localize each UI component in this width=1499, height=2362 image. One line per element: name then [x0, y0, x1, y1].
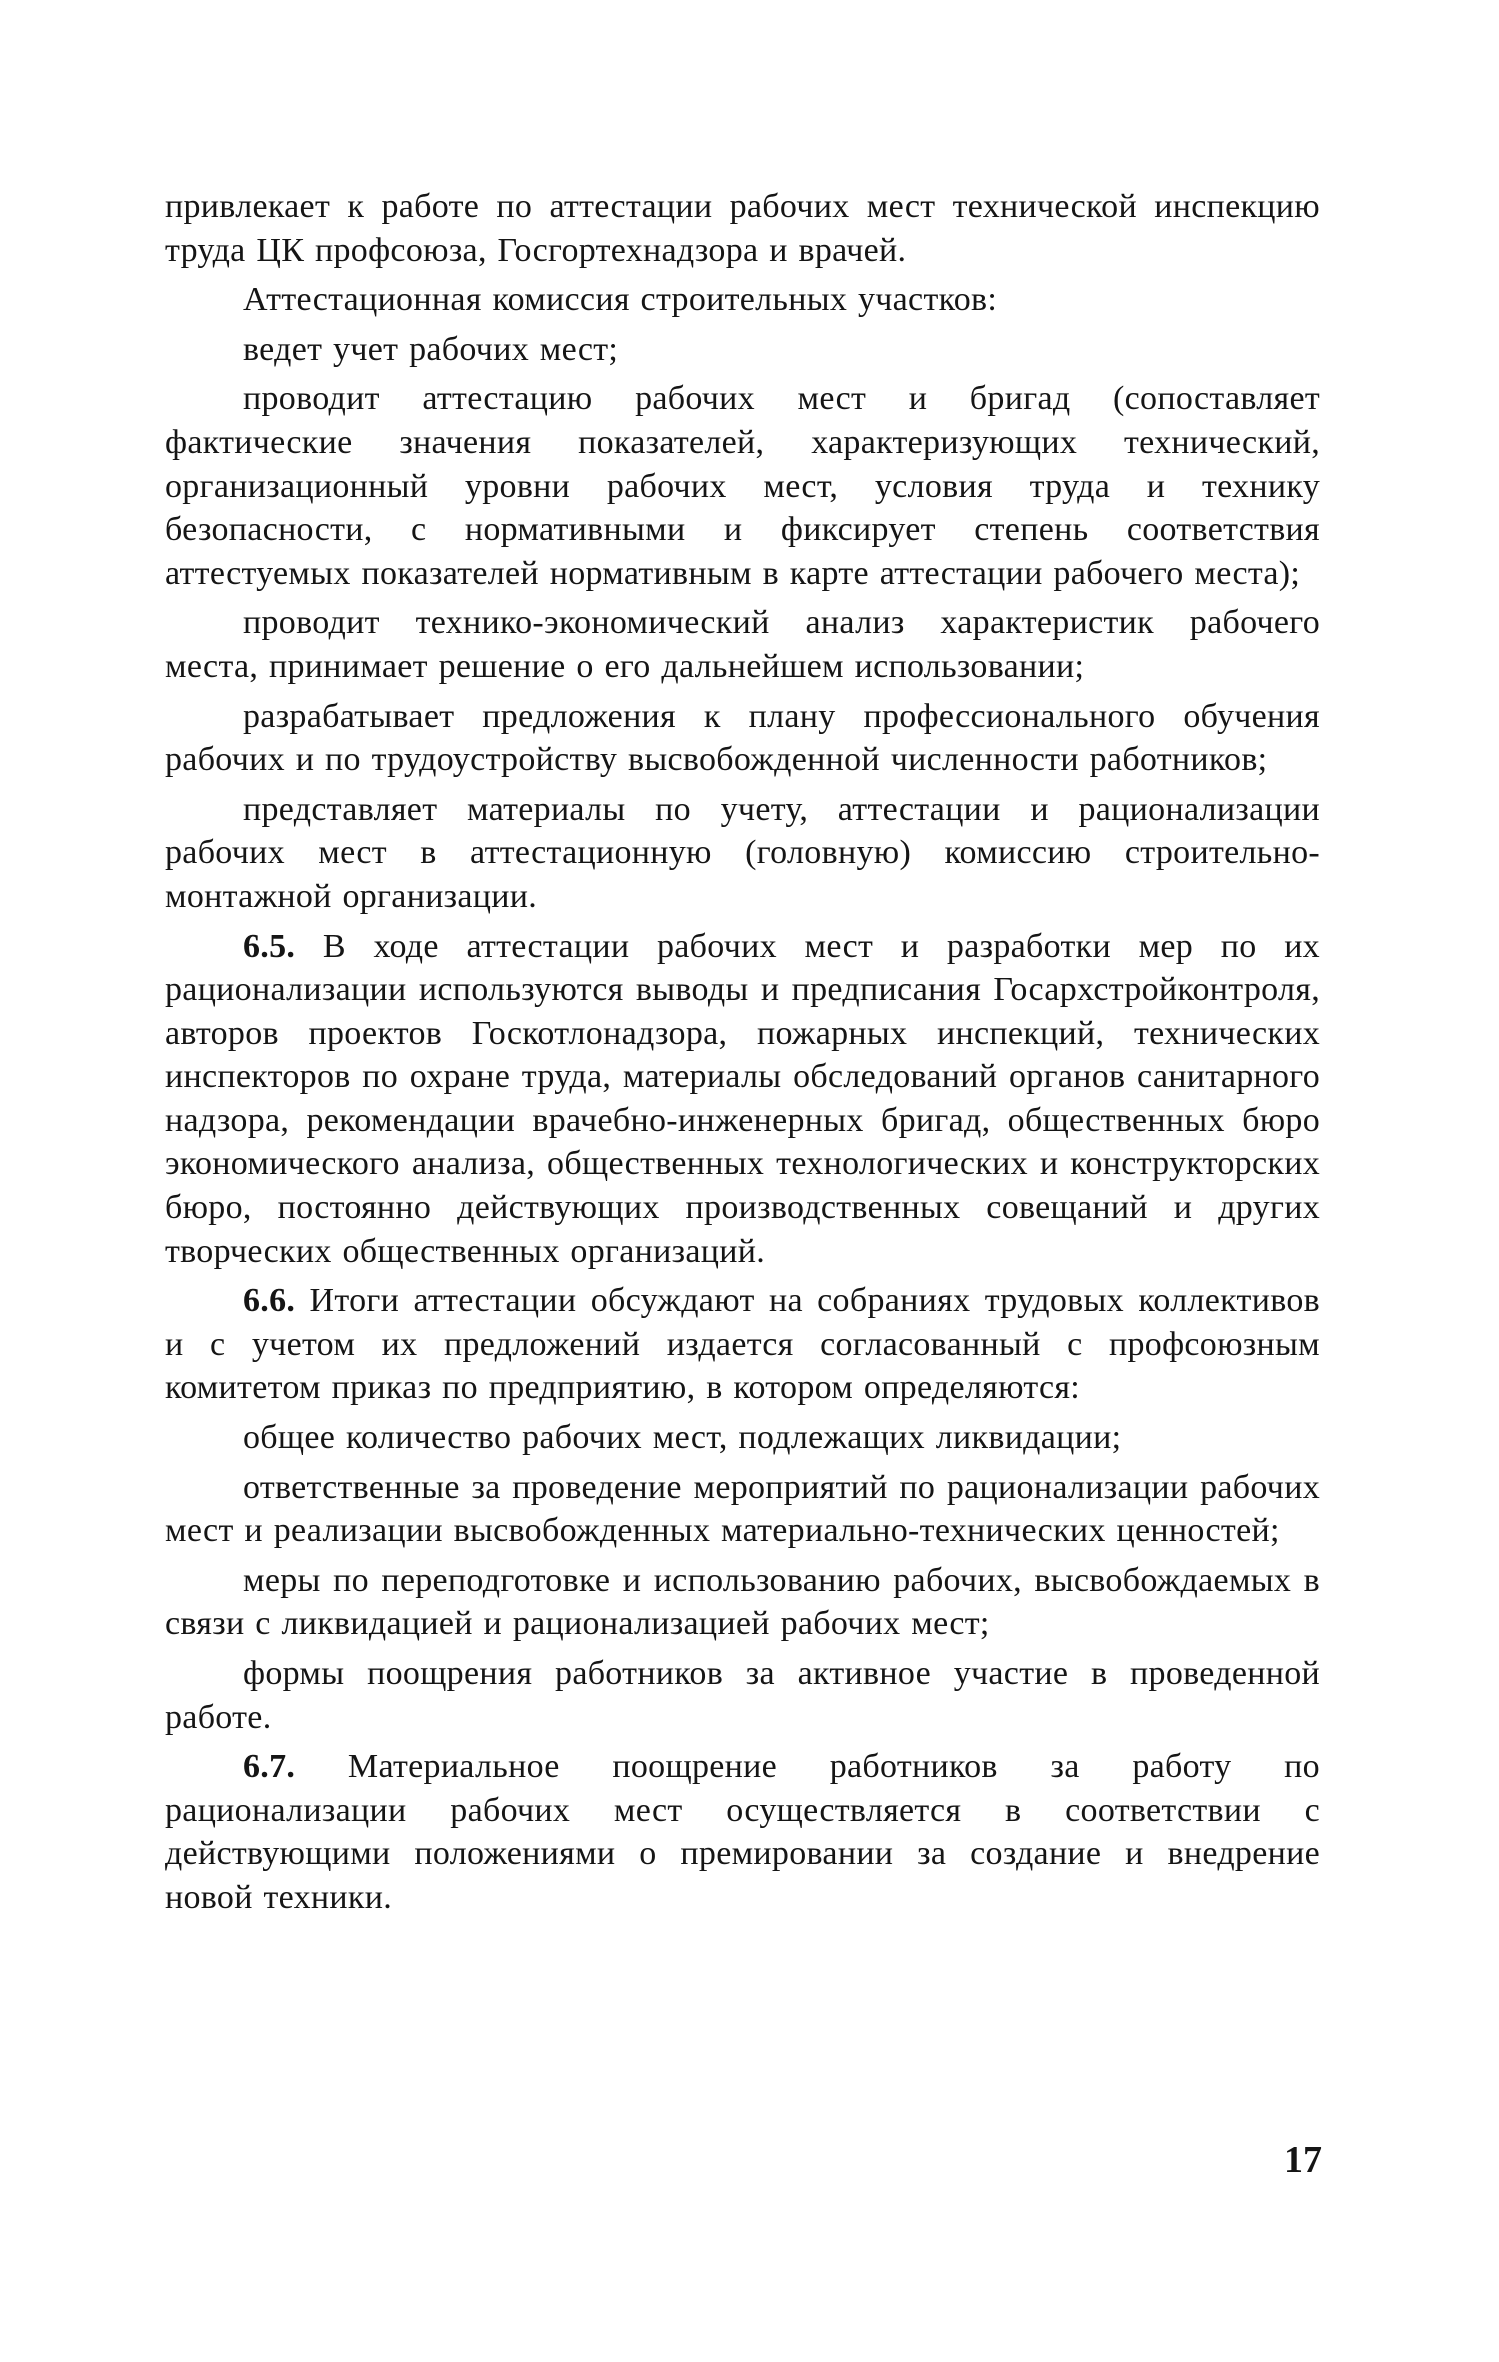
- page-number: 17: [1284, 2139, 1322, 2181]
- section-number: 6.5.: [243, 927, 296, 965]
- list-item: формы поощрения работников за активное участие в проведенной работе.: [165, 1655, 1320, 1736]
- list-item: разрабатывает предложения к плану профессионального обучения рабочих и по трудоустройству высвобожденной численности работников;: [165, 697, 1320, 779]
- paragraph: привлекает к работе по аттестации рабочих мест технической инспекцию труда ЦК профсоюза, Госгортехнадзора и врачей.: [165, 188, 1320, 269]
- section-6-5: 6.5. В ходе аттестации рабочих мест и разработки мер по их рационализации используются выводы и предписания Госархстройконтроля, авторов проектов Госкотлонадзора, пожарных инспекций, технических инспекторов по охране труда, материалы обследований органов санитарного надзора, рекомендации врачебно-инженерных бригад, общественных бюро экономического анализа, общественных технологических и конструкторских бюро, постоянно действующих производственных совещаний и других творческих общественных организаций.: [165, 927, 1320, 1270]
- list-item: проводит технико-экономический анализ характеристик рабочего места, принимает решение о его дальнейшем использовании;: [165, 604, 1320, 685]
- list-item: представляет материалы по учету, аттестации и рационализации рабочих мест в аттестационную (головную) комиссию строительно-монтажной организации.: [165, 790, 1320, 915]
- paragraph: Аттестационная комиссия строительных участков:: [243, 281, 998, 319]
- list-item: меры по переподготовке и использованию рабочих, высвобождаемых в связи с ликвидацией и рационализацией рабочих мест;: [165, 1561, 1320, 1643]
- section-6-6: 6.6. Итоги аттестации обсуждают на собраниях трудовых коллективов и с учетом их предложений издается согласованный с профсоюзным комитетом приказ по предприятию, в котором определяются:: [165, 1282, 1320, 1407]
- list-item: проводит аттестацию рабочих мест и бригад (сопоставляет фактические значения показателей, характеризующих технический, организационный уровни рабочих мест, условия труда и технику безопасности, с нормативными и фиксирует степень соответствия аттестуемых показателей нормативным в карте аттестации рабочего места);: [165, 380, 1320, 592]
- list-item: ответственные за проведение мероприятий по рационализации рабочих мест и реализации высвобожденных материально-технических ценностей;: [165, 1468, 1320, 1550]
- page-body: [165, 185, 1320, 1920]
- list-item: общее количество рабочих мест, подлежащих ликвидации;: [243, 1419, 1122, 1457]
- section-number: 6.7.: [243, 1748, 296, 1786]
- section-number: 6.6.: [243, 1282, 296, 1320]
- section-6-7: 6.7. Материальное поощрение работников за работу по рационализации рабочих мест осуществляется в соответствии с действующими положениями о премировании за создание и внедрение новой техники.: [165, 1748, 1320, 1916]
- list-item: ведет учет рабочих мест;: [243, 330, 619, 368]
